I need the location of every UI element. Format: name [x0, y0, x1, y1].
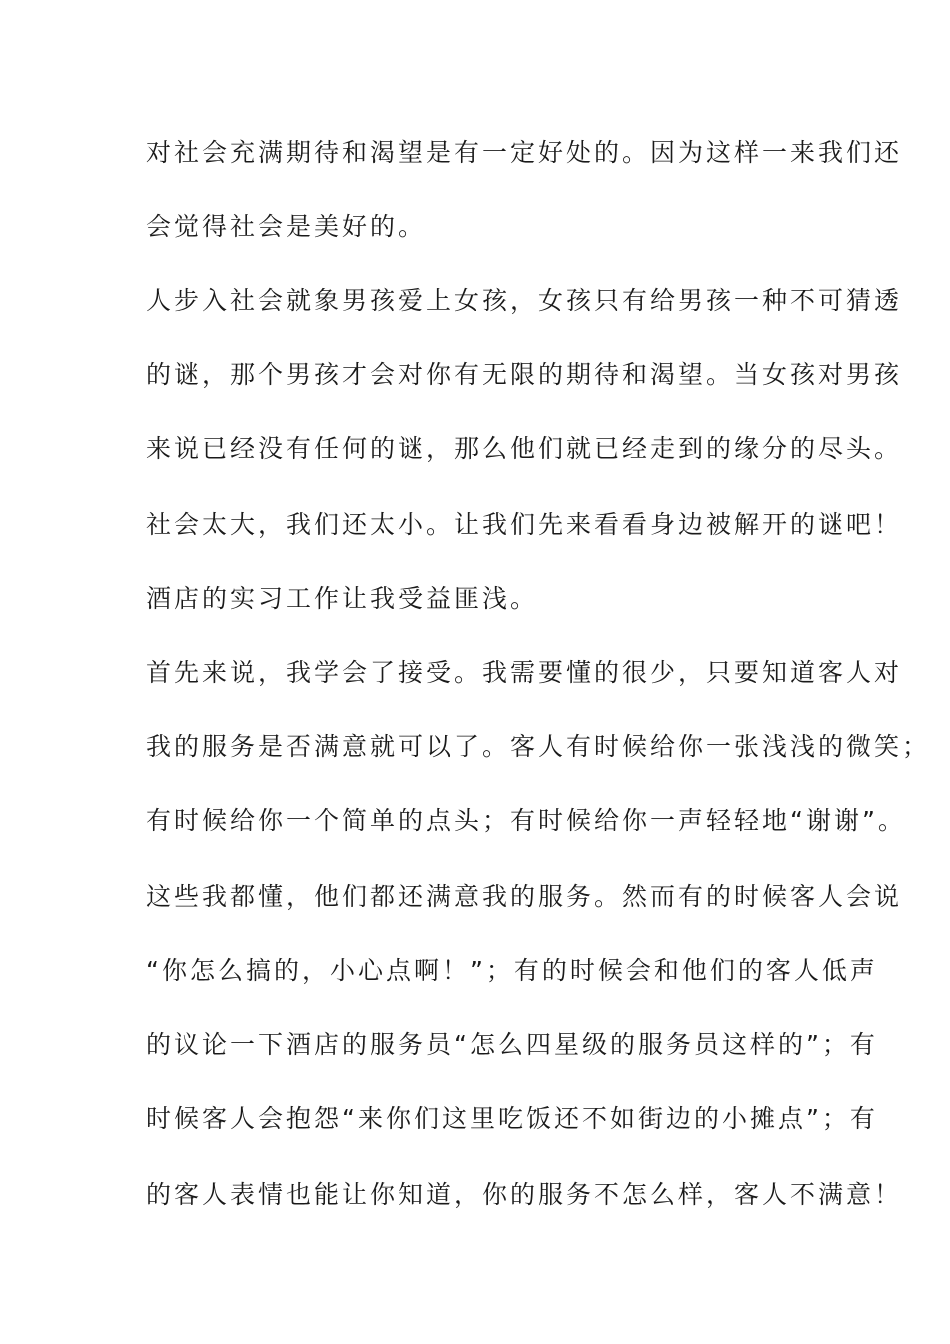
text-line: 这些我都懂，他们都还满意我的服务。然而有的时候客人会说: [146, 882, 903, 911]
text-line: 的谜，那个男孩才会对你有无限的期待和渴望。当女孩对男孩: [146, 360, 903, 389]
text-line: 酒店的实习工作让我受益匪浅。: [146, 584, 539, 613]
text-line: 有时候给你一个简单的点头；有时候给你一声轻轻地“谢谢”。: [146, 806, 906, 835]
text-line: 的客人表情也能让你知道，你的服务不怎么样，客人不满意！: [146, 1180, 903, 1209]
text-line: 的议论一下酒店的服务员“怎么四星级的服务员这样的”；有: [146, 1030, 878, 1059]
text-line: 社会太大，我们还太小。让我们先来看看身边被解开的谜吧！: [146, 510, 903, 539]
text-line: 人步入社会就象男孩爱上女孩，女孩只有给男孩一种不可猜透: [146, 286, 903, 315]
text-line: 会觉得社会是美好的。: [146, 212, 427, 241]
text-line: 我的服务是否满意就可以了。客人有时候给你一张浅浅的微笑；: [146, 732, 931, 761]
text-line: 首先来说，我学会了接受。我需要懂的很少，只要知道客人对: [146, 658, 903, 687]
text-line: 时候客人会抱怨“来你们这里吃饭还不如街边的小摊点”；有: [146, 1104, 878, 1133]
text-line: 对社会充满期待和渴望是有一定好处的。因为这样一来我们还: [146, 138, 903, 167]
text-line: 来说已经没有任何的谜，那么他们就已经走到的缘分的尽头。: [146, 434, 903, 463]
text-line: “你怎么搞的，小心点啊！”；有的时候会和他们的客人低声: [146, 956, 878, 985]
